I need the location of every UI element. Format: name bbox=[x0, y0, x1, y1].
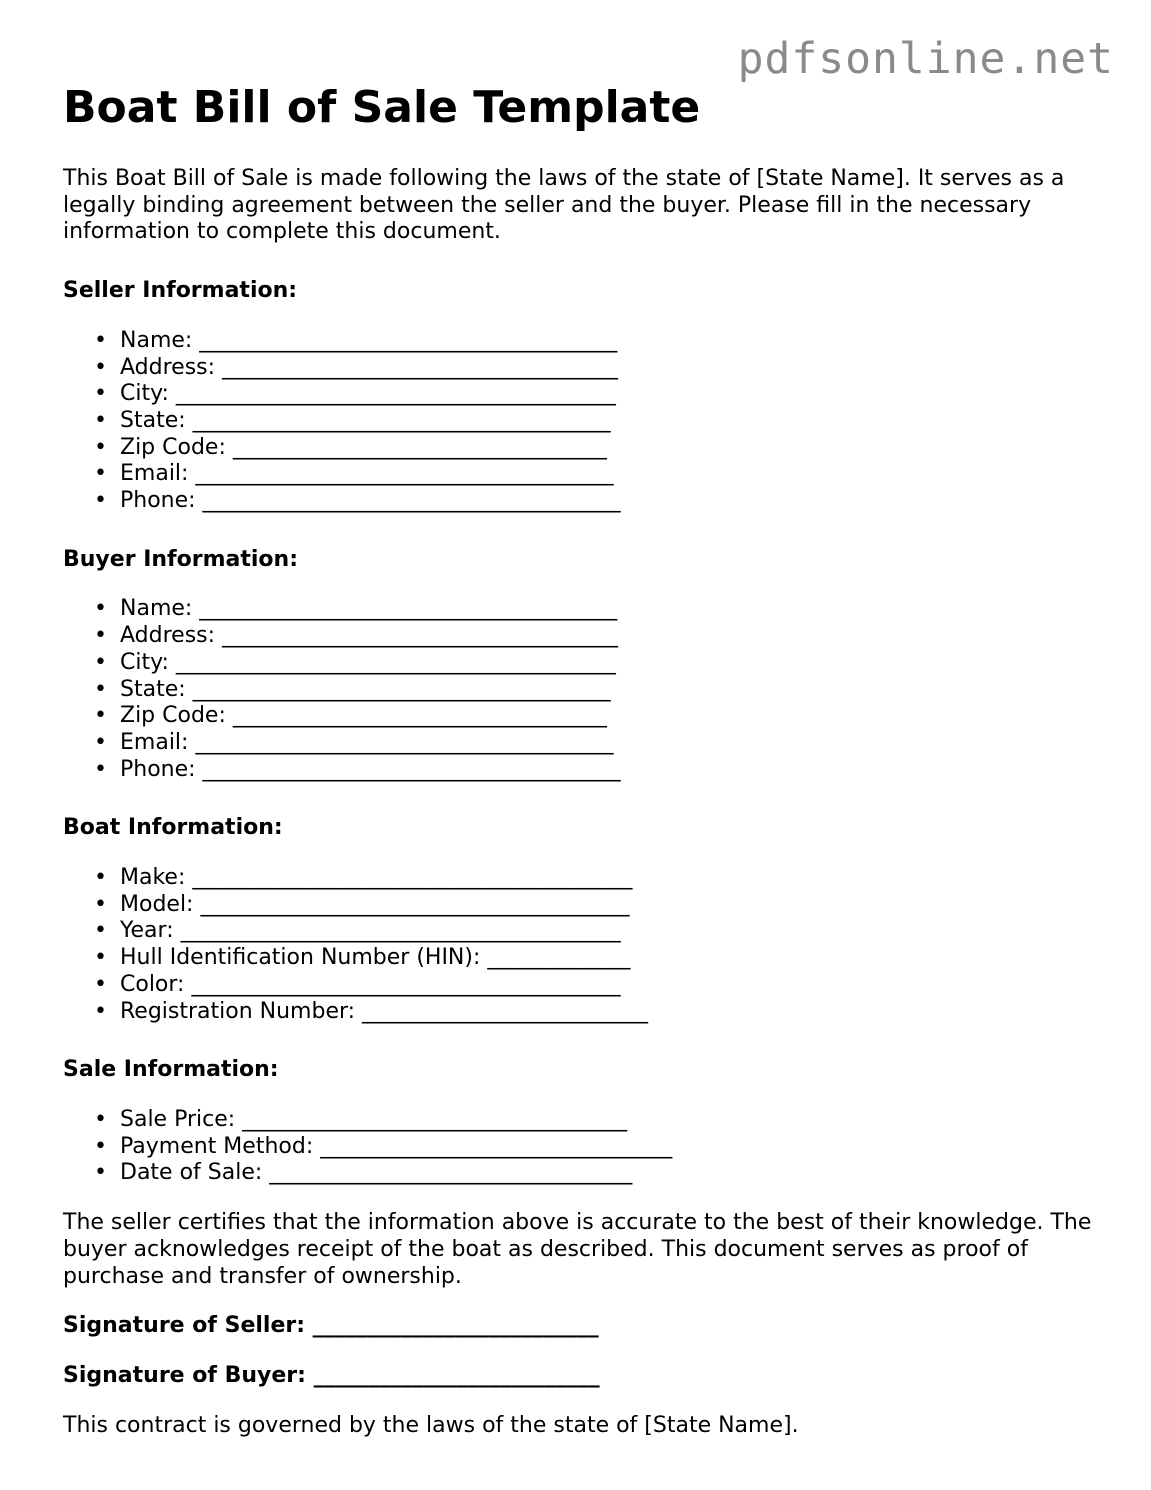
boat-model-field: • Model: _______________________________________ bbox=[94, 891, 630, 917]
seller-section-heading: Seller Information: bbox=[63, 278, 298, 304]
seller-field-list bbox=[63, 328, 1103, 515]
bullet-icon: • bbox=[94, 407, 107, 433]
buyer-phone-field: • Phone: ______________________________________ bbox=[94, 756, 621, 782]
seller-email-field: • Email: ______________________________________ bbox=[94, 461, 614, 487]
bullet-icon: • bbox=[94, 327, 107, 353]
boat-color-field: • Color: _______________________________________ bbox=[94, 971, 621, 997]
bullet-icon: • bbox=[94, 623, 107, 649]
boat-make-field: • Make: ________________________________________ bbox=[94, 865, 633, 891]
bullet-icon: • bbox=[94, 891, 107, 917]
bullet-icon: • bbox=[94, 998, 107, 1024]
seller-zip-field: • Zip Code: __________________________________ bbox=[94, 434, 607, 460]
buyer-section-heading: Buyer Information: bbox=[63, 546, 298, 572]
bullet-icon: • bbox=[94, 676, 107, 702]
bullet-icon: • bbox=[94, 1160, 107, 1186]
buyer-address-field: • Address: ____________________________________ bbox=[94, 623, 619, 649]
seller-city-field: • City: ________________________________________ bbox=[94, 381, 616, 407]
document bbox=[63, 80, 1103, 1439]
sale-section-heading: Sale Information: bbox=[63, 1057, 279, 1083]
bullet-icon: • bbox=[94, 971, 107, 997]
buyer-field-list bbox=[63, 596, 1103, 783]
bullet-icon: • bbox=[94, 918, 107, 944]
bullet-icon: • bbox=[94, 461, 107, 487]
intro-paragraph: This Boat Bill of Sale is made following the laws of the state of [State Name]. It serves as a legally binding agreement between the seller and the buyer. Please fill in the necessary information to complete this document. bbox=[63, 166, 1065, 245]
bullet-icon: • bbox=[94, 756, 107, 782]
buyer-zip-field: • Zip Code: __________________________________ bbox=[94, 703, 607, 729]
sale-field-list bbox=[63, 1107, 1103, 1187]
bullet-icon: • bbox=[94, 945, 107, 971]
buyer-email-field: • Email: ______________________________________ bbox=[94, 729, 614, 755]
seller-phone-field: • Phone: ______________________________________ bbox=[94, 488, 621, 514]
document-title: Boat Bill of Sale Template bbox=[63, 82, 701, 133]
buyer-name-field: • Name: ______________________________________ bbox=[94, 596, 618, 622]
seller-state-field: • State: ______________________________________ bbox=[94, 407, 611, 433]
sale-price-field: • Sale Price: ___________________________________ bbox=[94, 1106, 628, 1132]
bullet-icon: • bbox=[94, 729, 107, 755]
boat-field-list bbox=[63, 865, 1103, 1025]
bullet-icon: • bbox=[94, 434, 107, 460]
watermark: pdfsonline.net bbox=[737, 34, 1114, 84]
governing-law-statement: This contract is governed by the laws of the state of [State Name]. bbox=[63, 1412, 799, 1438]
bullet-icon: • bbox=[94, 354, 107, 380]
bullet-icon: • bbox=[94, 649, 107, 675]
date-of-sale-field: • Date of Sale: _________________________________ bbox=[94, 1160, 633, 1186]
seller-name-field: • Name: ______________________________________ bbox=[94, 327, 618, 353]
certification-paragraph: The seller certifies that the information above is accurate to the best of their knowledge. The buyer acknowledges receipt of the boat as described. This document serves as proof of purchase and transfer of ownership. bbox=[63, 1210, 1092, 1289]
payment-method-field: • Payment Method: ________________________________ bbox=[94, 1133, 673, 1159]
boat-hin-field: • Hull Identification Number (HIN): _____________ bbox=[94, 945, 631, 971]
bullet-icon: • bbox=[94, 703, 107, 729]
bullet-icon: • bbox=[94, 381, 107, 407]
bullet-icon: • bbox=[94, 1133, 107, 1159]
boat-section-heading: Boat Information: bbox=[63, 815, 283, 841]
boat-registration-field: • Registration Number: __________________________ bbox=[94, 998, 649, 1024]
buyer-city-field: • City: ________________________________________ bbox=[94, 649, 616, 675]
bullet-icon: • bbox=[94, 488, 107, 514]
buyer-state-field: • State: ______________________________________ bbox=[94, 676, 611, 702]
seller-address-field: • Address: ____________________________________ bbox=[94, 354, 619, 380]
seller-signature-line: Signature of Seller: __________________________ bbox=[63, 1313, 599, 1339]
buyer-signature-line: Signature of Buyer: __________________________ bbox=[63, 1362, 600, 1388]
bullet-icon: • bbox=[94, 865, 107, 891]
bullet-icon: • bbox=[94, 596, 107, 622]
boat-year-field: • Year: ________________________________________ bbox=[94, 918, 621, 944]
bullet-icon: • bbox=[94, 1106, 107, 1132]
